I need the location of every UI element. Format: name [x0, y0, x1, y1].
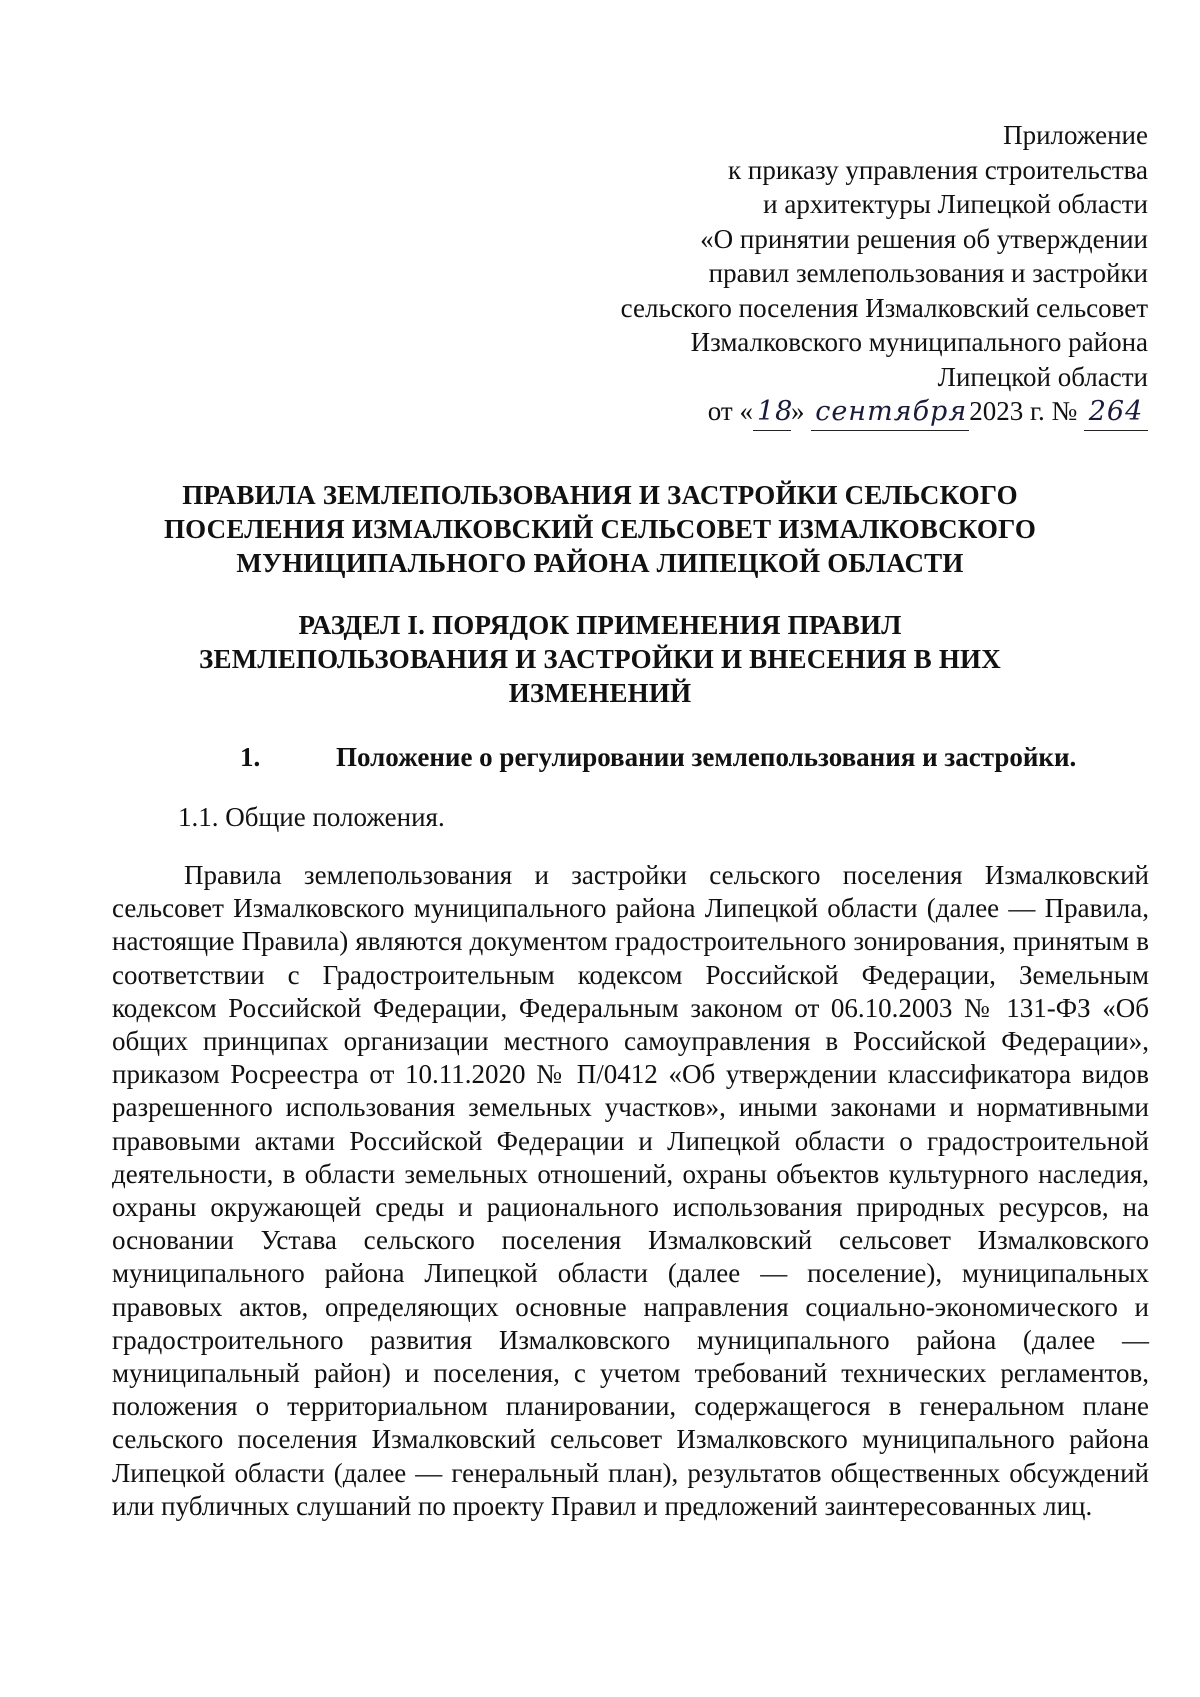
date-separator: »	[790, 396, 805, 426]
approval-line: правил землепользования и застройки	[708, 258, 1148, 288]
document-title-line: ПРАВИЛА ЗЕМЛЕПОЛЬЗОВАНИЯ И ЗАСТРОЙКИ СЕЛЬСКОГО	[182, 480, 1018, 510]
approval-line: «О принятии решения об утверждении	[700, 223, 1148, 254]
approval-line: сельского поселения Измалковский сельсовет	[620, 292, 1148, 323]
section-title-line: ИЗМЕНЕНИЙ	[508, 678, 692, 708]
section-title-line: ЗЕМЛЕПОЛЬЗОВАНИЯ И ЗАСТРОЙКИ И ВНЕСЕНИЯ В НИХ	[199, 644, 1001, 674]
approval-date-line	[508, 394, 1148, 431]
handwritten-doc-number: 264	[1084, 395, 1148, 431]
approval-line: к приказу управления строительства	[728, 154, 1148, 185]
approval-line: и архитектуры Липецкой области	[763, 189, 1148, 219]
date-prefix: от «	[707, 396, 753, 426]
clause-heading	[240, 740, 1076, 774]
clause-heading-text: Положение о регулировании землепользования и застройки.	[336, 742, 1077, 772]
approval-line: Измалковского муниципального района	[690, 327, 1148, 357]
approval-line: Приложение	[1003, 120, 1148, 150]
approval-line: Липецкой области	[937, 361, 1148, 392]
approval-block	[508, 118, 1148, 431]
body-paragraph: Правила землепользования и застройки сельского поселения Измалковский сельсовет Измалковского муниципального района Липецкой области (далее — Правила, настоящие Правила) являются документом градостроительного зонирования, принятым в соответствии с Градостроительным кодексом Российской Федерации, Земельным кодексом Российской Федерации, Федеральным законом от 06.10.2003 № 131-ФЗ «Об общих принципах организации местного самоуправления в Российской Федерации», приказом Росреестра от 10.11.2020 № П/0412 «Об утверждении классификатора видов разрешенного использования земельных участков», иными законами и нормативными правовыми актами Российской Федерации и Липецкой области о градостроительной деятельности, в области земельных отношений, охраны объектов культурного наследия, охраны окружающей среды и рационального использования природных ресурсов, на основании Устава сельского поселения Измалковский сельсовет Измалковского муниципального района Липецкой области (далее — поселение), муниципальных правовых актов, определяющих основные направления социально-экономического и градостроительного развития Измалковского муниципального района (далее — муниципальный район) и поселения, с учетом требований технических регламентов, положения о территориальном планировании, содержащегося в генеральном плане сельского поселения Измалковский сельсовет Измалковского муниципального района Липецкой области (далее — генеральный план), результатов общественных обсуждений или публичных слушаний по проекту Правил и предложений заинтересованных лиц.	[112, 860, 1149, 1521]
section-title	[100, 608, 1100, 710]
document-title-line: МУНИЦИПАЛЬНОГО РАЙОНА ЛИПЕЦКОЙ ОБЛАСТИ	[236, 548, 964, 578]
section-title-line: РАЗДЕЛ I. ПОРЯДОК ПРИМЕНЕНИЯ ПРАВИЛ	[298, 610, 902, 640]
handwritten-day: 18	[753, 395, 791, 431]
date-year: 2023 г. №	[969, 396, 1078, 426]
clause-number: 1.	[240, 742, 261, 772]
subclause-heading: 1.1. Общие положения.	[178, 802, 445, 832]
document-title-line: ПОСЕЛЕНИЯ ИЗМАЛКОВСКИЙ СЕЛЬСОВЕТ ИЗМАЛКОВСКОГО	[163, 514, 1037, 544]
handwritten-month: сентября	[811, 395, 969, 431]
document-title	[100, 478, 1100, 580]
